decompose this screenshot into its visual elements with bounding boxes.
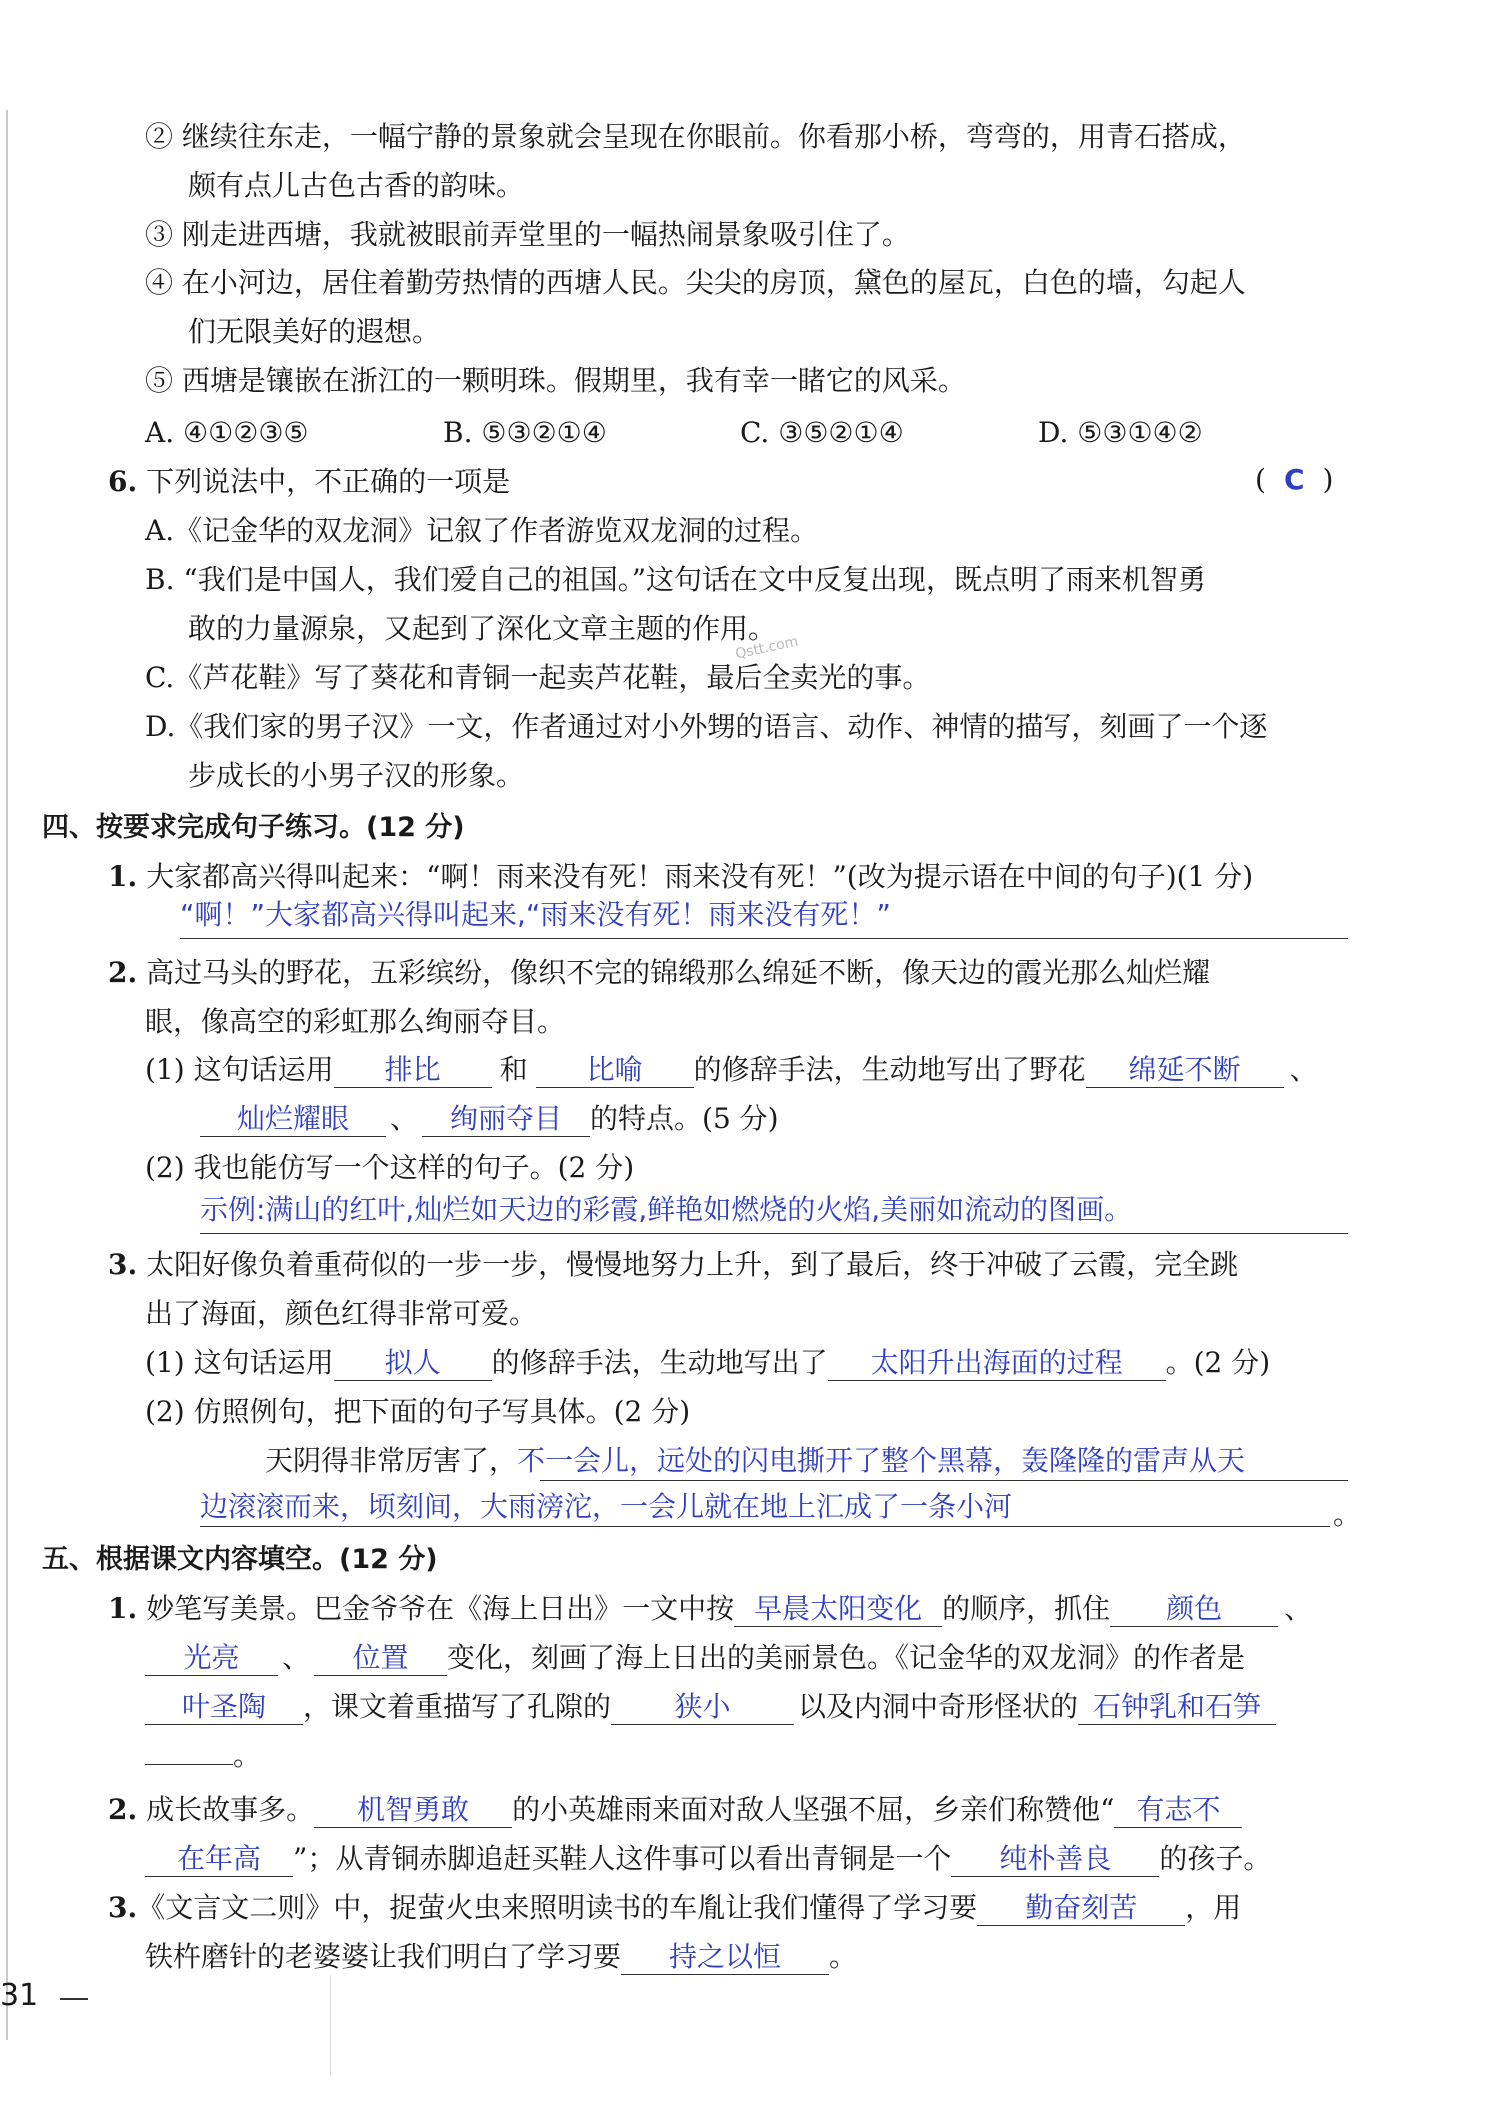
q5-item-5: ⑤ 西塘是镶嵌在浙江的一颗明珠。假期里，我有幸一睹它的风采。 (145, 364, 966, 397)
q6-option-d-line-2: 步成长的小男子汉的形象。 (188, 759, 525, 792)
s4-q3-stem-line-2: 出了海面，颜色红得非常可爱。 (145, 1297, 538, 1330)
s4-q1-answer: “啊！”大家都高兴得叫起来,“雨来没有死！雨来没有死！” (180, 898, 891, 931)
s5-q1-line-2 (145, 1638, 1245, 1678)
q5-item-2-line-1: ② 继续往东走，一幅宁静的景象就会呈现在你眼前。你看那小桥，弯弯的，用青石搭成， (145, 120, 1246, 153)
s5-q1-t7: 以及内洞中奇形怪状的 (798, 1690, 1079, 1723)
paren-close: ) (1322, 463, 1334, 496)
q5-option-a: A. ④①②③⑤ (145, 416, 309, 449)
s4-q2-stem-line-1 (108, 953, 1210, 993)
s4-q2-answer-3: 绵延不断 (1086, 1053, 1284, 1088)
s4-q1-answer-line (180, 938, 1348, 939)
s4-q3-stem-line-1 (108, 1245, 1238, 1285)
s4-q3-given: 天阴得非常厉害了， (265, 1444, 518, 1477)
s4-q2-p1-mid: 的修辞手法，生动地写出了野花 (693, 1053, 1086, 1086)
s5-q2-answer-2b: 在年高 (145, 1842, 293, 1877)
q5-option-d: D. ⑤③①④② (1038, 416, 1203, 449)
s5-q1-answer-5: 叶圣陶 (145, 1690, 303, 1725)
s5-q1-line-3 (145, 1687, 1276, 1727)
s4-q2-part-2-answer-line (200, 1233, 1348, 1234)
s5-q1-answer-7-continued (145, 1764, 233, 1765)
s4-q3-end-punct: 。 (1333, 1498, 1362, 1531)
s5-q2-t1: 成长故事多。 (146, 1793, 315, 1826)
s5-q1-answer-4: 位置 (314, 1641, 447, 1676)
s4-q2-stem-text: 高过马头的野花，五彩缤纷，像织不完的锦缎那么绵延不断，像天边的霞光那么灿烂耀 (146, 956, 1211, 989)
page-number: 31 (0, 1978, 39, 2013)
s5-q1-t8: 。 (233, 1739, 262, 1772)
s5-q2-number: 2. (108, 1793, 138, 1826)
q5-option-b: B. ⑤③②①④ (443, 416, 607, 449)
s4-q3-p1-suffix: 。(2 分) (1165, 1346, 1271, 1379)
s5-q1-t4: 、 (282, 1641, 311, 1674)
s5-q1-answer-1: 早晨太阳变化 (734, 1592, 942, 1627)
s5-q3-number: 3. (108, 1891, 138, 1924)
s4-q1-number: 1. (108, 860, 138, 893)
s4-q3-part-2-prompt: (2) 仿照例句，把下面的句子写具体。(2 分) (145, 1395, 691, 1428)
s4-q3-answer-3-line-2: 边滚滚而来，顷刻间，大雨滂沱，一会儿就在地上汇成了一条小河 (200, 1490, 1013, 1523)
s5-q3-t2: ，用 (1185, 1891, 1242, 1924)
s5-q1-t2: 的顺序，抓住 (942, 1592, 1111, 1625)
s5-q3-answer-1: 勤奋刻苦 (977, 1891, 1185, 1926)
s4-q3-p1-prefix: (1) 这句话运用 (145, 1346, 334, 1379)
s4-q3-part-2-line-1 (265, 1441, 1245, 1481)
s4-q2-part-1-line-2 (200, 1099, 779, 1139)
s4-q2-p1-comma: 、 (1289, 1053, 1318, 1086)
s5-q1-answer-2: 颜色 (1110, 1592, 1278, 1627)
q5-item-4-line-1: ④ 在小河边，居住着勤劳热情的西塘人民。尖尖的房顶，黛色的屋瓦，白色的墙，勾起人 (145, 266, 1246, 299)
s4-q2-answer-2: 比喻 (536, 1053, 694, 1088)
s4-q3-answer-1: 拟人 (334, 1346, 492, 1381)
q6-number: 6. (108, 465, 138, 498)
s4-q1-stem-text: 大家都高兴得叫起来：“啊！雨来没有死！雨来没有死！”(改为提示语在中间的句子)(1 分) (146, 860, 1254, 893)
s5-q1-answer-7: 石钟乳和石笋 (1078, 1690, 1276, 1725)
s5-q3-t1: 《文言文二则》中，捉萤火虫来照明读书的车胤让我们懂得了学习要 (137, 1891, 978, 1924)
s4-q2-part-2-answer: 示例:满山的红叶,灿烂如天边的彩霞,鲜艳如燃烧的火焰,美丽如流动的图画。 (200, 1193, 1133, 1226)
s5-q2-line-1 (108, 1790, 1242, 1830)
paren-open: ( (1255, 463, 1266, 496)
s4-q3-p1-mid: 的修辞手法，生动地写出了 (491, 1346, 828, 1379)
q6-answer: C (1283, 463, 1305, 496)
s4-q3-answer-2: 太阳升出海面的过程 (828, 1346, 1166, 1381)
s4-q3-answer-line-1 (540, 1480, 1348, 1481)
s4-q3-number: 3. (108, 1248, 138, 1281)
s5-q3-t3: 铁杵磨针的老婆婆让我们明白了学习要 (145, 1940, 622, 1973)
s4-q3-part-1 (145, 1343, 1270, 1383)
s4-q2-answer-5: 绚丽夺目 (422, 1102, 590, 1137)
s5-q3-line-2 (145, 1937, 857, 1977)
q6-stem-text: 下列说法中，不正确的一项是 (146, 465, 511, 498)
s5-q1-answer-6: 狭小 (611, 1690, 794, 1725)
section-5-title: 五、根据课文内容填空。(12 分) (42, 1544, 438, 1575)
s5-q2-answer-3: 纯朴善良 (951, 1842, 1159, 1877)
s4-q2-p1-prefix: (1) 这句话运用 (145, 1053, 334, 1086)
s4-q3-stem-text: 太阳好像负着重荷似的一步一步，慢慢地努力上升，到了最后，终于冲破了云霞，完全跳 (146, 1248, 1239, 1281)
q6-option-d-line-1: D.《我们家的男子汉》一文，作者通过对小外甥的语言、动作、神情的描写，刻画了一个逐 (145, 710, 1268, 743)
s5-q1-t1: 妙笔写美景。巴金爷爷在《海上日出》一文中按 (146, 1592, 735, 1625)
s4-q2-p1-sep: 、 (390, 1102, 419, 1135)
q6-option-b-line-1: B. “我们是中国人，我们爱自己的祖国。”这句话在文中反复出现，既点明了雨来机智勇 (145, 563, 1207, 596)
s5-q1-t3: 、 (1284, 1592, 1313, 1625)
s4-q2-part-1-line-1 (145, 1050, 1318, 1090)
margin-line (6, 110, 8, 2040)
q5-option-c: C. ③⑤②①④ (740, 416, 904, 449)
section-4-title: 四、按要求完成句子练习。(12 分) (42, 812, 465, 843)
s4-q2-part-2-prompt: (2) 我也能仿写一个这样的句子。(2 分) (145, 1151, 635, 1184)
q6-option-b-line-2: 敢的力量源泉，又起到了深化文章主题的作用。 (188, 612, 777, 645)
s4-q2-p1-suffix: 的特点。(5 分) (590, 1102, 779, 1135)
s4-q2-answer-4: 灿烂耀眼 (200, 1102, 386, 1137)
s5-q1-line-1 (108, 1589, 1312, 1629)
s5-q1-t5: 变化，刻画了海上日出的美丽景色。《记金华的双龙洞》的作者是 (447, 1641, 1246, 1674)
s4-q2-answer-1: 排比 (334, 1053, 492, 1088)
s4-q2-p1-and: 和 (499, 1053, 528, 1086)
q5-item-2-line-2: 颇有点儿古色古香的韵味。 (188, 169, 525, 202)
q5-item-3: ③ 刚走进西塘，我就被眼前弄堂里的一幅热闹景象吸引住了。 (145, 218, 910, 251)
q6-option-a: A.《记金华的双龙洞》记叙了作者游览双龙洞的过程。 (145, 514, 819, 547)
s5-q2-t2: 的小英雄雨来面对敌人坚强不屈，乡亲们称赞他“ (512, 1793, 1115, 1826)
s5-q1-line-4 (145, 1736, 261, 1776)
s5-q1-answer-3: 光亮 (145, 1641, 278, 1676)
s5-q2-line-2 (145, 1839, 1271, 1879)
s4-q3-answer-line-2 (200, 1526, 1330, 1527)
q6-stem (108, 462, 510, 502)
s5-q2-t4: 的孩子。 (1159, 1842, 1272, 1875)
watermark-text: Qstt.com (734, 633, 800, 663)
s5-q2-answer-2a: 有志不 (1114, 1793, 1242, 1828)
s5-q1-t6: ，课文着重描写了孔隙的 (303, 1690, 612, 1723)
s5-q2-t3: ”；从青铜赤脚追赶买鞋人这件事可以看出青铜是一个 (293, 1842, 952, 1875)
s5-q3-answer-2: 持之以恒 (621, 1940, 829, 1975)
s4-q2-number: 2. (108, 956, 138, 989)
fold-line (330, 1975, 331, 2075)
q6-option-c: C.《芦花鞋》写了葵花和青铜一起卖芦花鞋，最后全卖光的事。 (145, 661, 931, 694)
s4-q3-answer-3-line-1: 不一会儿，远处的闪电撕开了整个黑幕，轰隆隆的雷声从天 (517, 1444, 1246, 1477)
s5-q2-answer-1: 机智勇敢 (314, 1793, 512, 1828)
s4-q2-stem-line-2: 眼，像高空的彩虹那么绚丽夺目。 (145, 1005, 566, 1038)
s4-q1-stem (108, 857, 1253, 897)
q5-item-4-line-2: 们无限美好的遐想。 (188, 315, 441, 348)
page-number-dash (60, 1998, 88, 2000)
s5-q3-t4: 。 (829, 1940, 858, 1973)
s5-q3-line-1 (108, 1888, 1241, 1928)
s5-q1-number: 1. (108, 1592, 138, 1625)
q6-answer-paren (1255, 460, 1333, 500)
